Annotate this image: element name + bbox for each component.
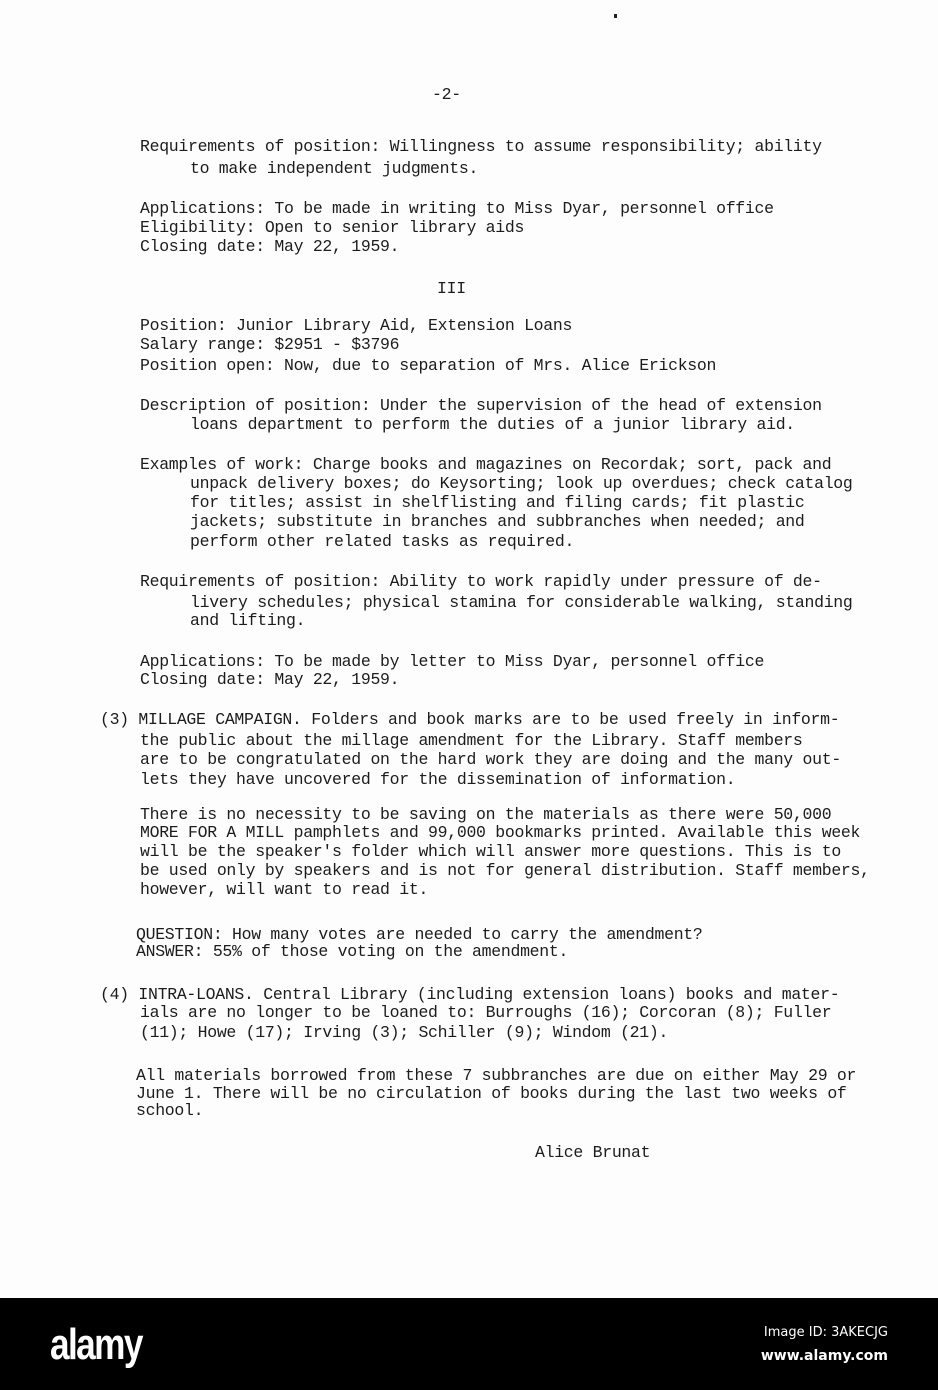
text-line: jackets; substitute in branches and subbranches when needed; and bbox=[190, 512, 805, 531]
image-id-label: Image ID: 3AKECJG bbox=[763, 1325, 888, 1340]
text-line: livery schedules; physical stamina for considerable walking, standing bbox=[190, 593, 853, 612]
section-heading: III bbox=[437, 279, 466, 298]
text-line: the public about the millage amendment for the Library. Staff members bbox=[140, 731, 803, 750]
text-line: June 1. There will be no circulation of books during the last two weeks of bbox=[136, 1084, 847, 1103]
text-line: Applications: To be made in writing to Miss Dyar, personnel office bbox=[140, 199, 774, 218]
text-line: Requirements of position: Ability to work rapidly under pressure of de- bbox=[140, 572, 822, 591]
text-line: Examples of work: Charge books and magazines on Recordak; sort, pack and bbox=[140, 455, 832, 474]
page-number: -2- bbox=[432, 85, 461, 104]
text-line: are to be congratulated on the hard work they are doing and the many out- bbox=[140, 750, 841, 769]
text-line: school. bbox=[136, 1101, 204, 1120]
text-line: Salary range: $2951 - $3796 bbox=[140, 335, 400, 354]
signature-name: Alice Brunat bbox=[535, 1143, 651, 1162]
text-line: (4) INTRA-LOANS. Central Library (including extension loans) books and mater- bbox=[100, 985, 840, 1004]
text-line: Requirements of position: Willingness to assume responsibility; ability bbox=[140, 137, 822, 156]
text-line: ANSWER: 55% of those voting on the amendment. bbox=[136, 942, 569, 961]
text-line: There is no necessity to be saving on the materials as there were 50,000 bbox=[140, 805, 832, 824]
text-line: ials are no longer to be loaned to: Burroughs (16); Corcoran (8); Fuller bbox=[140, 1003, 832, 1022]
text-line: (3) MILLAGE CAMPAIGN. Folders and book marks are to be used freely in inform- bbox=[100, 710, 840, 729]
text-line: MORE FOR A MILL pamphlets and 99,000 bookmarks printed. Available this week bbox=[140, 823, 861, 842]
text-line: (11); Howe (17); Irving (3); Schiller (9); Windom (21). bbox=[140, 1023, 669, 1042]
text-line: Closing date: May 22, 1959. bbox=[140, 237, 400, 256]
alamy-logo: alamy bbox=[50, 1320, 142, 1369]
text-line: Applications: To be made by letter to Miss Dyar, personnel office bbox=[140, 652, 765, 671]
text-line: will be the speaker's folder which will answer more questions. This is to bbox=[140, 842, 841, 861]
text-line: Position: Junior Library Aid, Extension Loans bbox=[140, 316, 573, 335]
scan-speck bbox=[614, 14, 617, 18]
text-line: and lifting. bbox=[190, 611, 306, 630]
text-line: Position open: Now, due to separation of Mrs. Alice Erickson bbox=[140, 356, 717, 375]
text-line: lets they have uncovered for the dissemination of information. bbox=[140, 770, 736, 789]
text-line: to make independent judgments. bbox=[190, 159, 479, 178]
text-line: unpack delivery boxes; do Keysorting; look up overdues; check catalog bbox=[190, 474, 853, 493]
text-line: Closing date: May 22, 1959. bbox=[140, 670, 400, 689]
text-line: Eligibility: Open to senior library aids bbox=[140, 218, 525, 237]
text-line: perform other related tasks as required. bbox=[190, 532, 575, 551]
text-line: be used only by speakers and is not for general distribution. Staff members, bbox=[140, 861, 870, 880]
text-line: for titles; assist in shelflisting and filing cards; fit plastic bbox=[190, 493, 805, 512]
text-line: loans department to perform the duties of a junior library aid. bbox=[190, 415, 795, 434]
text-line: All materials borrowed from these 7 subbranches are due on either May 29 or bbox=[136, 1066, 857, 1085]
watermark-url: www.alamy.com bbox=[760, 1348, 888, 1364]
text-line: QUESTION: How many votes are needed to carry the amendment? bbox=[136, 925, 703, 944]
text-line: however, will want to read it. bbox=[140, 880, 429, 899]
text-line: Description of position: Under the supervision of the head of extension bbox=[140, 396, 822, 415]
